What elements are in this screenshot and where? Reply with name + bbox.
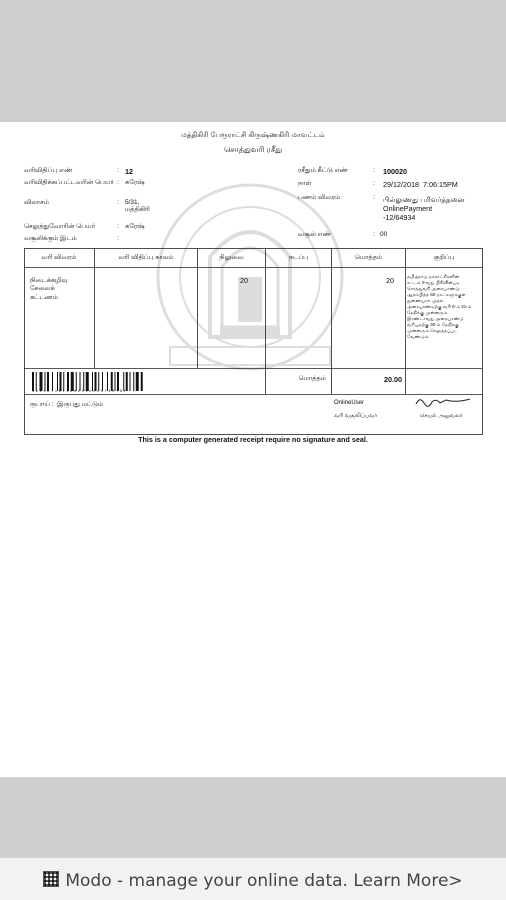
- header-total: மொத்தம்: [354, 254, 383, 261]
- assessment-no-label: வரிவிதிப்பு எண்: [24, 167, 73, 174]
- date-value: 29/12/2018 7:06:15PM: [383, 180, 458, 189]
- qr-code-icon: [43, 871, 59, 887]
- date-label: நாள்: [298, 180, 312, 187]
- assessment-no-value: 12: [125, 167, 133, 176]
- receipt-no-value: 100020: [383, 167, 407, 176]
- office-name: மத்திகிரி பேரூராட்சி கிருஷ்ணகிரி மாவட்டம்: [181, 130, 325, 139]
- header-current: நடப்பு: [288, 254, 309, 261]
- total-value: 20.00: [384, 375, 402, 384]
- taxpayer-name-value: சுரேஷ்: [125, 179, 145, 186]
- barcode-bar: [141, 372, 143, 391]
- header-arrears: நிலுவை: [219, 254, 244, 261]
- barcode-digits: 1 2 1 4 8 7 1 8 1 2 0 6 2 2 0 0 0 2 0 7 4 3 7 8 1: [32, 389, 127, 393]
- receipt-no-label: ரசீதும் கீட்டு எண்: [298, 167, 348, 174]
- ad-banner-text[interactable]: Modo - manage your online data. Learn More>: [65, 871, 463, 891]
- address-label: விலாசம்: [24, 199, 50, 206]
- barcode-bar: [130, 372, 131, 391]
- row-total: 20: [386, 276, 394, 285]
- payment-details-value: பில்லுணது பரிவர்த்தனை OnlinePayment -12/64934: [383, 195, 465, 222]
- address-value: 5/31, மத்திகிரி: [125, 199, 150, 213]
- amount-in-words: ரூபாய் : இருபது மட்டும்: [30, 401, 104, 408]
- ad-banner-content[interactable]: [0, 871, 506, 891]
- barcode-bar: [136, 372, 139, 391]
- barcode-bar: [126, 372, 128, 391]
- officer-label: செயல் அலுவலர்: [420, 413, 463, 419]
- header-tax-detail: வரி விவரம்: [41, 254, 77, 261]
- collector-label: வரி வசூலிப்பவர்: [334, 413, 378, 419]
- collection-place-label: வசூலிக்கும் இடம்: [24, 235, 77, 242]
- footer-note: This is a computer generated receipt require no signature and seal.: [138, 435, 368, 444]
- collection-no-label: வசூல் எண்: [298, 231, 331, 238]
- payment-details-label: பணம் விவரம்: [298, 194, 341, 201]
- online-user: OnlineUser: [334, 400, 365, 406]
- row-note: தமிழ்நாடு நகராட்சிகளின் சட்டம் 0-வது பிரிவின்படி சொத்துவரி அரையாண்டு ஆரம்பித்த 60 நாட்களுக்குள் துணையாக முதல் அரையாண்டிற்கு வரி 6-ம் 31-ம் தேதிக்கு முன்னரும் இரண்டாவது அரையாண்டு வரியதற்கு 30-ம் தேதிக்கு முன்னரும் செலுத்தப்பட வேண்டும்.: [407, 274, 472, 339]
- header-note: குறிப்பு: [433, 254, 455, 261]
- header-period: வரி விதிப்பு காலம்: [118, 254, 174, 261]
- payer-name-label: செலுத்துவோரின் பெயர்: [24, 223, 96, 230]
- total-label: மொத்தம்: [298, 375, 326, 382]
- receipt-page: மத்திகிரி பேரூராட்சி கிருஷ்ணகிரி மாவட்டம் சொத்துவரி ரசீது வரிவிதிப்பு எண் : 12 வரிவிதிக்கப்பட்டவரின் பெயர் : சுரேஷ் விலாசம் : 5/31, மத்திகிரி செலுத்துவோரின் பெயர் : சுரேஷ் வசூலிக்கும் இடம் : ரசீதும் கீட்டு எண் : 100020 நாள் : 29/12/2018 7:06:15PM பணம் விவரம் : பில்லுணது பரிவர்த்தனை OnlinePayment -12/64934 வசூல் எண் : 00 வரி விவரம் வரி விதிப்பு காலம் நிலுவை நடப்பு மொத்தம் குறிப்பு நிடைக்கழிவு சேவைக் கட்டணம் 20 20 தமிழ்நாடு நகராட்சிகளின் சட்டம் 0-வது பிரிவின்படி சொத்துவரி அரையாண்டு ஆரம்பித்த 60 நாட்களுக்குள் துணையாக முதல் அரையாண்டிற்கு வரி 6-ம் 31-ம் தேதிக்கு முன்னரும் இரண்டாவது அரையாண்டு வரியதற்கு 30-ம் தேதிக்கு முன்னரும் செலுத்தப்பட வேண்டும். 1 2 1 4 8 7 1 8 1 2 0 6 2 2 0 0 0 2 0 7 4 3 7 8 1 மொத்தம் 20.00 ரூபாய் : இருபது மட்டும் OnlineUser வரி வசூலிப்பவர் செயல் அலுவலர் This is a computer generated receipt require no signature and seal.: [0, 122, 506, 777]
- payer-name-value: சுரேஷ்: [125, 223, 145, 230]
- receipt-title: சொத்துவரி ரசீது: [223, 145, 283, 154]
- row-tax-detail: நிடைக்கழிவு சேவைக் கட்டணம்: [30, 277, 68, 301]
- taxpayer-name-label: வரிவிதிக்கப்பட்டவரின் பெயர்: [24, 179, 114, 186]
- officer-signature: [412, 394, 474, 408]
- row-arrears: 20: [240, 276, 248, 285]
- collection-no-value: 00: [380, 231, 388, 238]
- barcode-bar: [133, 372, 134, 391]
